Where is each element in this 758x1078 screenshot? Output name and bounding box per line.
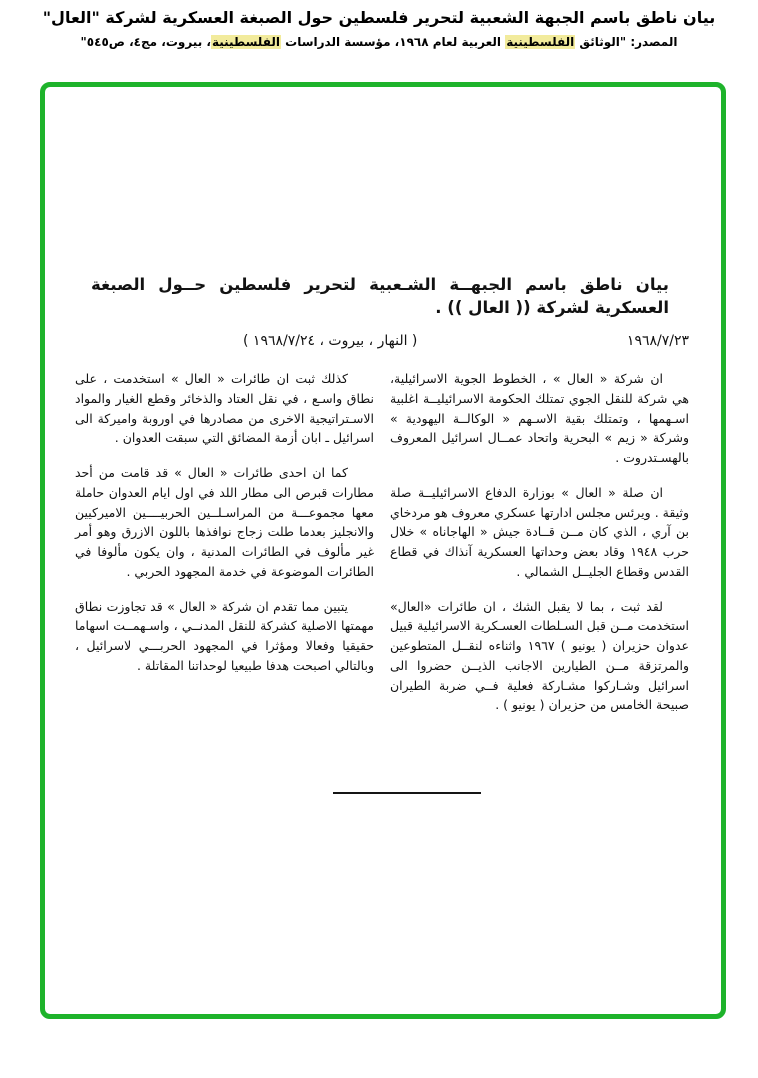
page-title: بيان ناطق باسم الجبهة الشعبية لتحرير فلسطين حول الصبغة العسكرية لشركة "العال" [42, 8, 716, 27]
document-date: ١٩٦٨/٧/٢٣ [626, 333, 689, 350]
highlighted-search-term: الفلسطينية [211, 35, 280, 49]
column-right [390, 369, 689, 730]
paragraph: يتبين مما تقدم ان شركة « العال » قد تجاوزت نطاق مهمتها الاصلية كشركة للنقل المدنــي ، واسـهمــت اسهاما حقيقيا وفعالا ومؤثرا في المجهود الحربـــي لاسرائيل ، وبالتالي اصبحت هدفا طبيعيا لوحداتنا المقاتلة . [75, 598, 374, 673]
paragraph: كما ان احدى طائرات « العال » قد قامت من أحد مطارات قبرص الى مطار اللد في اول ايام العدوان حاملة معها مجموعـــة من المراسـلــين الحربيــــين الاميركيين والانجليز بعدما طلت زجاج نوافذها باللون الازرق وهو أمر غير مألوف في الطائرات المدنية ، وان يكون مألوفا في الطائرات الموضوعة في خدمة المجهود الحربي . [75, 465, 374, 579]
source-citation [0, 35, 758, 49]
paragraph: ان صلة « العال » بوزارة الدفاع الاسرائيليــة صلة وثيقة . ويرئس مجلس ادارتها عسكري معروف هو مردخاي بن آري ، الذي كان مــن قــادة جيش « الهاجاناه » خلال حرب ١٩٤٨ وقاد بعض وحداتها العسكرية آنذاك في قطاع القدس وقطاع الجليــل الشمالي . [390, 484, 689, 579]
scanned-document [45, 87, 721, 794]
document-body-columns [75, 369, 689, 730]
page-header [0, 0, 758, 49]
document-title: بيان ناطق باسم الجبهــة الشـعبية لتحرير فلسطين حــول الصبغة العسكرية لشركة (( العال )) . [91, 275, 669, 318]
paragraph: لقد ثبت ، بما لا يقبل الشك ، ان طائرات «العال» استخدمت مــن قبل السـلطات العسـكرية الاسرائيلية قبيل عدوان حزيران ( يونيو ) ١٩٦٧ واثناءه لنقــل المتطوعين والمرتزقة مــن الطيارين الاجانب الذيــن حضروا الى اسرائيل وشـاركوا مشـاركة فعلية فــي ضربة الطيران صبيحة الخامس من حزيران ( يونيو ) . [390, 598, 689, 713]
highlighted-search-term: الفلسطينية [506, 35, 575, 49]
column-left [75, 369, 374, 730]
paragraph: كذلك ثبت ان طائرات « العال » استخدمت ، على نطاق واسـع ، في نقل العتاد والذخائر وقطع الغيار والمواد الاسـتراتيجية الاخرى من مصادرها في اوروبة واميركة الى اسرائيل ـ ابان أزمة المضائق التي سبقت العدوان . [75, 371, 374, 446]
source-text-prefix: المصدر: "الوثائق [575, 35, 678, 49]
paragraph: ان شركة « العال » ، الخطوط الجوية الاسرائيلية، هي شركة للنقل الجوي تمتلك الحكومة الاسرائيليــة اغلبية اسـهمها ، وتمتلك بقية الاسـهم « الوكالــة اليهودية » وشركة « زيم » البحرية واتحاد عمــال اسرائيل المعروف بالهسـتدروت . [390, 371, 689, 466]
document-scan-frame [40, 82, 726, 1019]
document-dateline [75, 333, 689, 349]
newspaper-citation: ( النهار ، بيروت ، ١٩٦٨/٧/٢٤ ) [243, 333, 418, 350]
source-text-middle: العربية لعام ١٩٦٨، مؤسسة الدراسات [280, 35, 506, 49]
divider-line [333, 792, 481, 794]
source-text-suffix: ، بيروت، مج٤، ص٥٤٥" [80, 35, 211, 49]
